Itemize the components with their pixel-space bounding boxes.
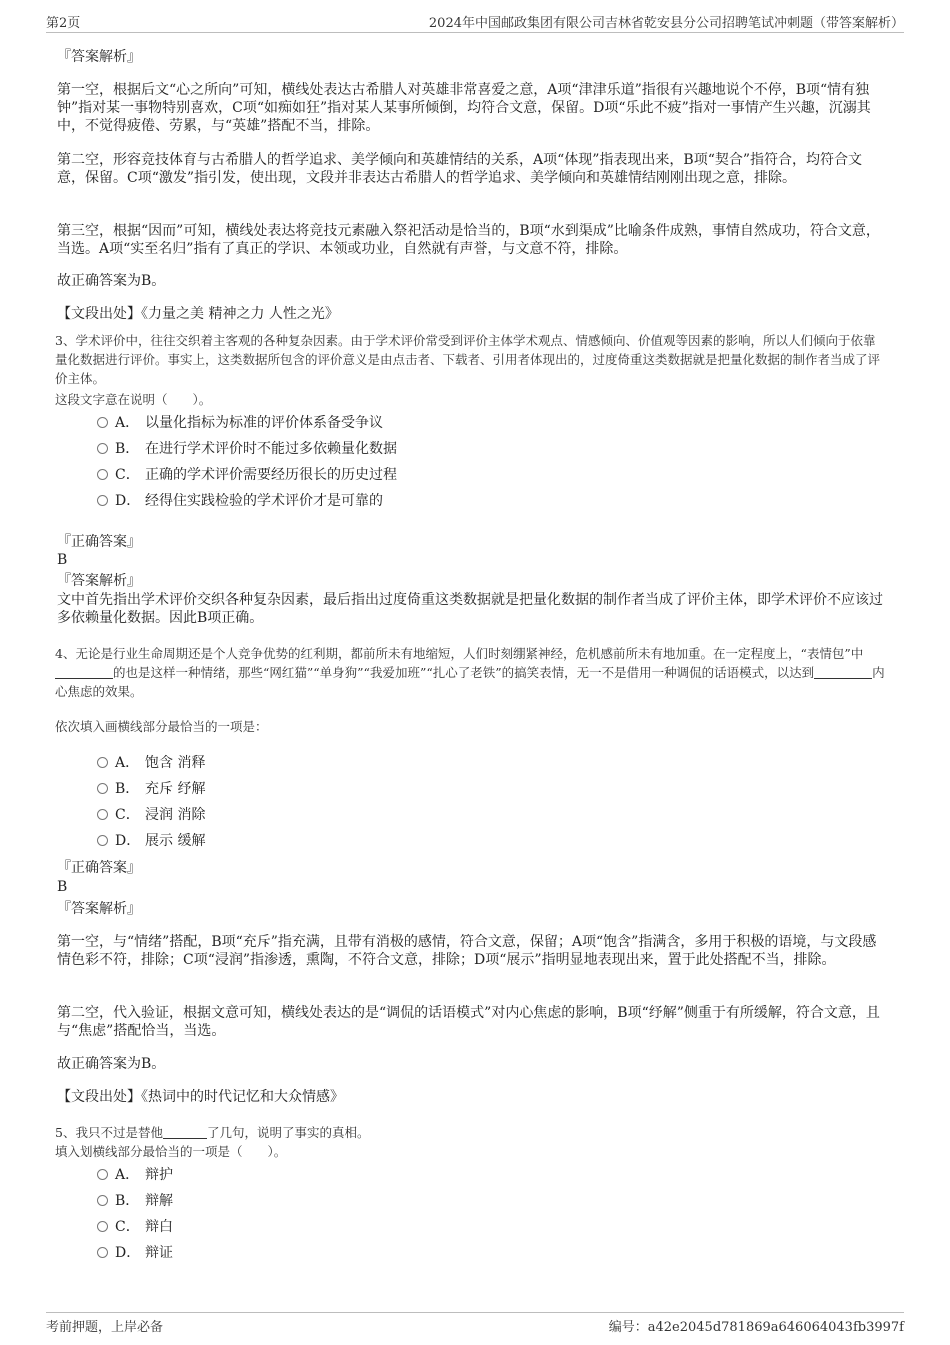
q4-option-a[interactable]: A． 饱含 消释 bbox=[97, 754, 205, 772]
page-number: 第2页 bbox=[46, 16, 81, 31]
page-header bbox=[46, 12, 904, 33]
q3-stem: 3、学术评价中，往往交织着主客观的各种复杂因素。由于学术评价常受到评价主体学术观点、情感倾向、价值观等因素的影响，所以人们倾向于依靠量化数据进行评价。事实上，这类数据所包含的评价意义是由点击者、下载者、引用者体现出的，过度倚重这类数据就是把量化数据的制作者当成了评价主体。 bbox=[55, 333, 881, 386]
q3-option-a[interactable]: A． 以量化指标为标准的评价体系备受争议 bbox=[97, 414, 383, 432]
q3-answer: B bbox=[57, 552, 68, 568]
document-id: 编号：a42e2045d781869a646064043fb3997f bbox=[608, 1320, 904, 1335]
q3-option-d[interactable]: D． 经得住实践检验的学术评价才是可靠的 bbox=[97, 492, 383, 510]
q5-option-b[interactable]: B． 辩解 bbox=[97, 1192, 173, 1210]
radio-icon[interactable] bbox=[97, 1195, 108, 1206]
q2-analysis-para3: 第三空，根据“因而”可知，横线处表达将竞技元素融入祭祀活动是恰当的，B项“水到渠成”比喻条件成熟，事情自然成功，符合文意，当选。A项“实至名归”指有了真正的学识、本领或功业，自然就有声誉，与文意不符，排除。 bbox=[57, 223, 880, 257]
q5-stem: 5、我只不过是替他 了几句，说明了事实的真相。 bbox=[55, 1125, 370, 1140]
radio-icon[interactable] bbox=[97, 443, 108, 454]
q3-prompt: 这段文字意在说明（ ）。 bbox=[55, 392, 212, 407]
q2-analysis-para2: 第二空，形容竞技体育与古希腊人的哲学追求、美学倾向和英雄情结的关系，A项“体现”指表现出来，B项“契合”指符合，均符合文意，保留。C项“激发”指引发，使出现，文段并非表达古希腊人的哲学追求、美学倾向和英雄情结刚刚出现之意，排除。 bbox=[57, 152, 863, 186]
q2-analysis-para1: 第一空，根据后文“心之所向”可知，横线处表达古希腊人对英雄非常喜爱之意，A项“津津乐道”指很有兴趣地说个不停，B项“情有独钟”指对某一事物特别喜欢，C项“如痴如狂”指对某人某事所倾倒，均符合文意，保留。D项“乐此不疲”指对一事情产生兴趣，沉溺其中，不觉得疲倦、劳累，与“英雄”搭配不当，排除。 bbox=[57, 82, 871, 134]
q2-source: 【文段出处】《力量之美 精神之力 人性之光》 bbox=[57, 306, 339, 322]
q4-analysis-label: 『答案解析』 bbox=[57, 901, 141, 917]
q4-option-d[interactable]: D． 展示 缓解 bbox=[97, 832, 205, 850]
radio-icon[interactable] bbox=[97, 835, 108, 846]
q3-answer-label: 『正确答案』 bbox=[57, 534, 141, 550]
q3-option-b[interactable]: B． 在进行学术评价时不能过多依赖量化数据 bbox=[97, 440, 397, 458]
document-title: 2024年中国邮政集团有限公司吉林省乾安县分公司招聘笔试冲刺题（带答案解析） bbox=[428, 16, 904, 31]
radio-icon[interactable] bbox=[97, 417, 108, 428]
q5-option-a[interactable]: A． 辩护 bbox=[97, 1166, 173, 1184]
q2-conclusion: 故正确答案为B。 bbox=[57, 273, 166, 289]
q3-analysis: 文中首先指出学术评价交织各种复杂因素，最后指出过度倚重这类数据就是把量化数据的制作者当成了评价主体，即学术评价不应该过多依赖量化数据。因此B项正确。 bbox=[57, 592, 883, 626]
footer-slogan: 考前押题，上岸必备 bbox=[46, 1320, 164, 1335]
q4-option-c[interactable]: C． 浸润 消除 bbox=[97, 806, 205, 824]
page-footer bbox=[46, 1312, 904, 1335]
q4-conclusion: 故正确答案为B。 bbox=[57, 1056, 166, 1072]
radio-icon[interactable] bbox=[97, 1247, 108, 1258]
radio-icon[interactable] bbox=[97, 469, 108, 480]
q4-answer: B bbox=[57, 879, 68, 895]
radio-icon[interactable] bbox=[97, 1221, 108, 1232]
q4-analysis-para2: 第二空，代入验证，根据文意可知，横线处表达的是“调侃的话语模式”对内心焦虑的影响，B项“纾解”侧重于有所缓解，符合文意，且与“焦虑”搭配恰当，当选。 bbox=[57, 1005, 880, 1039]
q4-answer-label: 『正确答案』 bbox=[57, 860, 141, 876]
q5-prompt: 填入划横线部分最恰当的一项是（ ）。 bbox=[55, 1144, 287, 1159]
q4-source: 【文段出处】《热词中的时代记忆和大众情感》 bbox=[57, 1089, 344, 1105]
radio-icon[interactable] bbox=[97, 809, 108, 820]
q2-analysis-label: 『答案解析』 bbox=[57, 49, 141, 65]
q3-option-c[interactable]: C． 正确的学术评价需要经历很长的历史过程 bbox=[97, 466, 397, 484]
q5-option-d[interactable]: D． 辩证 bbox=[97, 1244, 173, 1262]
radio-icon[interactable] bbox=[97, 757, 108, 768]
q4-analysis-para1: 第一空，与“情绪”搭配，B项“充斥”指充满，且带有消极的感情，符合文意，保留；A项“饱含”指满含，多用于积极的语境，与文段感情色彩不符，排除；C项“浸润”指渗透，熏陶，不符合文意，排除；D项“展示”指明显地表现出来，置于此处搭配不当，排除。 bbox=[57, 934, 877, 968]
q5-blank bbox=[163, 1126, 207, 1139]
q4-blank-1 bbox=[55, 666, 113, 679]
q5-option-c[interactable]: C． 辩白 bbox=[97, 1218, 173, 1236]
radio-icon[interactable] bbox=[97, 783, 108, 794]
radio-icon[interactable] bbox=[97, 495, 108, 506]
q4-prompt: 依次填入画横线部分最恰当的一项是： bbox=[55, 719, 268, 734]
q3-analysis-label: 『答案解析』 bbox=[57, 573, 141, 589]
q4-option-b[interactable]: B． 充斥 纾解 bbox=[97, 780, 205, 798]
radio-icon[interactable] bbox=[97, 1169, 108, 1180]
q4-blank-2 bbox=[814, 666, 872, 679]
q4-stem: 4、无论是行业生命周期还是个人竞争优势的红利期，都前所未有地缩短，人们时刻绷紧神经，危机感前所未有地加重。在一定程度上，“表情包”中的也是这样一种情绪，那些“网红猫”“单身狗”“我爱加班”“扎心了老铁”的搞笑表情，无一不是借用一种调侃的话语模式，以达到 内心焦虑的效果。 bbox=[55, 646, 885, 699]
